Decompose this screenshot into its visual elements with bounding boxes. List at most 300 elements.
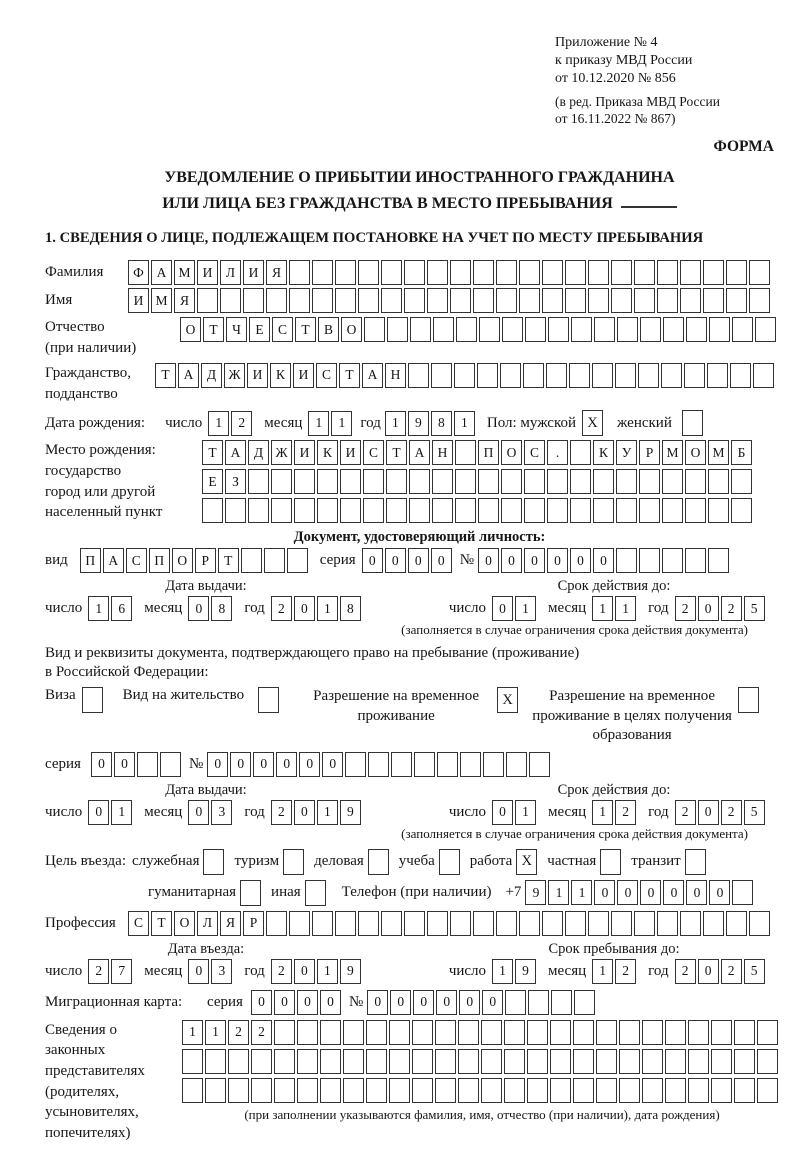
char-box[interactable]: 2: [675, 800, 696, 825]
char-box[interactable]: И: [197, 260, 218, 285]
char-box[interactable]: [477, 363, 498, 388]
char-box[interactable]: 1: [615, 596, 636, 621]
char-box[interactable]: 0: [501, 548, 522, 573]
char-box[interactable]: А: [409, 440, 430, 465]
char-box[interactable]: С: [524, 440, 545, 465]
char-box[interactable]: 5: [744, 800, 765, 825]
char-box[interactable]: И: [128, 288, 149, 313]
char-box[interactable]: Р: [243, 911, 264, 936]
char-box[interactable]: [366, 1049, 387, 1074]
char-box[interactable]: [749, 288, 770, 313]
char-box[interactable]: 0: [253, 752, 274, 777]
char-box[interactable]: [458, 1078, 479, 1103]
char-box[interactable]: Я: [220, 911, 241, 936]
char-box[interactable]: [312, 260, 333, 285]
char-box[interactable]: [527, 1020, 548, 1045]
char-box[interactable]: 2: [271, 959, 292, 984]
char-box[interactable]: [570, 498, 591, 523]
char-box[interactable]: [366, 1078, 387, 1103]
char-box[interactable]: [688, 1078, 709, 1103]
char-box[interactable]: [287, 548, 308, 573]
char-box[interactable]: Н: [385, 363, 406, 388]
char-box[interactable]: [565, 288, 586, 313]
char-box[interactable]: [708, 548, 729, 573]
char-box[interactable]: Н: [432, 440, 453, 465]
char-box[interactable]: [435, 1078, 456, 1103]
char-box[interactable]: [547, 469, 568, 494]
char-box[interactable]: [455, 440, 476, 465]
char-box[interactable]: [387, 317, 408, 342]
char-box[interactable]: С: [316, 363, 337, 388]
char-box[interactable]: 2: [675, 596, 696, 621]
char-box[interactable]: 0: [367, 990, 388, 1015]
purpose-study-checkbox[interactable]: [439, 849, 460, 875]
char-box[interactable]: [228, 1049, 249, 1074]
char-box[interactable]: [542, 911, 563, 936]
char-box[interactable]: Ч: [226, 317, 247, 342]
char-box[interactable]: [251, 1078, 272, 1103]
char-box[interactable]: 0: [88, 800, 109, 825]
char-box[interactable]: [496, 260, 517, 285]
char-box[interactable]: У: [616, 440, 637, 465]
char-box[interactable]: [755, 317, 776, 342]
char-box[interactable]: [617, 317, 638, 342]
char-box[interactable]: [573, 1020, 594, 1045]
char-box[interactable]: [427, 260, 448, 285]
char-box[interactable]: 1: [111, 800, 132, 825]
char-box[interactable]: В: [318, 317, 339, 342]
char-box[interactable]: [294, 498, 315, 523]
char-box[interactable]: [734, 1049, 755, 1074]
char-box[interactable]: [730, 363, 751, 388]
char-box[interactable]: 2: [675, 959, 696, 984]
char-box[interactable]: [505, 990, 526, 1015]
char-box[interactable]: 0: [617, 880, 638, 905]
char-box[interactable]: 0: [188, 959, 209, 984]
temp-residence-permit-checkbox[interactable]: X: [497, 687, 518, 713]
char-box[interactable]: Т: [295, 317, 316, 342]
char-box[interactable]: 3: [211, 800, 232, 825]
char-box[interactable]: Т: [386, 440, 407, 465]
char-box[interactable]: 1: [208, 411, 229, 436]
char-box[interactable]: О: [501, 440, 522, 465]
char-box[interactable]: [640, 317, 661, 342]
char-box[interactable]: 0: [431, 548, 452, 573]
char-box[interactable]: [504, 1020, 525, 1045]
char-box[interactable]: [251, 1049, 272, 1074]
char-box[interactable]: [412, 1049, 433, 1074]
char-box[interactable]: [662, 469, 683, 494]
char-box[interactable]: [320, 1049, 341, 1074]
char-box[interactable]: [358, 260, 379, 285]
purpose-humanitarian-checkbox[interactable]: [240, 880, 261, 906]
char-box[interactable]: [588, 911, 609, 936]
char-box[interactable]: [573, 1078, 594, 1103]
char-box[interactable]: [593, 469, 614, 494]
char-box[interactable]: [335, 288, 356, 313]
char-box[interactable]: [685, 548, 706, 573]
char-box[interactable]: [757, 1049, 778, 1074]
char-box[interactable]: 0: [492, 800, 513, 825]
char-box[interactable]: 5: [744, 596, 765, 621]
char-box[interactable]: [639, 548, 660, 573]
char-box[interactable]: [381, 911, 402, 936]
char-box[interactable]: 0: [320, 990, 341, 1015]
char-box[interactable]: Ж: [224, 363, 245, 388]
char-box[interactable]: [726, 288, 747, 313]
char-box[interactable]: П: [80, 548, 101, 573]
char-box[interactable]: [688, 1049, 709, 1074]
char-box[interactable]: [527, 1078, 548, 1103]
char-box[interactable]: [386, 469, 407, 494]
char-box[interactable]: 0: [230, 752, 251, 777]
char-box[interactable]: С: [128, 911, 149, 936]
char-box[interactable]: [473, 260, 494, 285]
char-box[interactable]: [550, 1049, 571, 1074]
char-box[interactable]: 1: [592, 800, 613, 825]
char-box[interactable]: [642, 1078, 663, 1103]
char-box[interactable]: 2: [615, 800, 636, 825]
char-box[interactable]: [431, 363, 452, 388]
char-box[interactable]: А: [151, 260, 172, 285]
char-box[interactable]: 1: [548, 880, 569, 905]
char-box[interactable]: [548, 317, 569, 342]
char-box[interactable]: А: [362, 363, 383, 388]
char-box[interactable]: [455, 498, 476, 523]
char-box[interactable]: [320, 1020, 341, 1045]
char-box[interactable]: [638, 363, 659, 388]
char-box[interactable]: Т: [151, 911, 172, 936]
char-box[interactable]: [202, 498, 223, 523]
char-box[interactable]: 0: [482, 990, 503, 1015]
char-box[interactable]: О: [172, 548, 193, 573]
char-box[interactable]: Ф: [128, 260, 149, 285]
char-box[interactable]: [588, 260, 609, 285]
char-box[interactable]: М: [708, 440, 729, 465]
char-box[interactable]: [473, 911, 494, 936]
char-box[interactable]: [684, 363, 705, 388]
char-box[interactable]: [343, 1020, 364, 1045]
char-box[interactable]: [427, 288, 448, 313]
char-box[interactable]: 1: [454, 411, 475, 436]
char-box[interactable]: [732, 880, 753, 905]
char-box[interactable]: [639, 498, 660, 523]
char-box[interactable]: [450, 911, 471, 936]
char-box[interactable]: 0: [390, 990, 411, 1015]
char-box[interactable]: К: [593, 440, 614, 465]
char-box[interactable]: [665, 1049, 686, 1074]
char-box[interactable]: 8: [211, 596, 232, 621]
purpose-official-checkbox[interactable]: [203, 849, 224, 875]
char-box[interactable]: [456, 317, 477, 342]
char-box[interactable]: [523, 363, 544, 388]
char-box[interactable]: [753, 363, 774, 388]
char-box[interactable]: [414, 752, 435, 777]
male-checkbox[interactable]: X: [582, 410, 603, 436]
char-box[interactable]: П: [478, 440, 499, 465]
char-box[interactable]: Д: [201, 363, 222, 388]
char-box[interactable]: [478, 469, 499, 494]
char-box[interactable]: Т: [155, 363, 176, 388]
char-box[interactable]: [366, 1020, 387, 1045]
char-box[interactable]: [506, 752, 527, 777]
char-box[interactable]: [386, 498, 407, 523]
char-box[interactable]: [665, 1078, 686, 1103]
char-box[interactable]: 0: [594, 880, 615, 905]
char-box[interactable]: 0: [709, 880, 730, 905]
char-box[interactable]: [634, 260, 655, 285]
char-box[interactable]: [703, 911, 724, 936]
char-box[interactable]: Р: [639, 440, 660, 465]
char-box[interactable]: [711, 1078, 732, 1103]
char-box[interactable]: [478, 498, 499, 523]
char-box[interactable]: К: [317, 440, 338, 465]
char-box[interactable]: [358, 288, 379, 313]
char-box[interactable]: Ж: [271, 440, 292, 465]
char-box[interactable]: [551, 990, 572, 1015]
char-box[interactable]: 0: [698, 596, 719, 621]
char-box[interactable]: [408, 363, 429, 388]
char-box[interactable]: 1: [317, 596, 338, 621]
temp-residence-edu-checkbox[interactable]: [738, 687, 759, 713]
char-box[interactable]: 2: [231, 411, 252, 436]
char-box[interactable]: [726, 911, 747, 936]
char-box[interactable]: [274, 1020, 295, 1045]
char-box[interactable]: [596, 1049, 617, 1074]
char-box[interactable]: 8: [340, 596, 361, 621]
char-box[interactable]: 5: [744, 959, 765, 984]
char-box[interactable]: [481, 1078, 502, 1103]
char-box[interactable]: А: [103, 548, 124, 573]
purpose-tourism-checkbox[interactable]: [283, 849, 304, 875]
char-box[interactable]: [182, 1049, 203, 1074]
char-box[interactable]: [642, 1049, 663, 1074]
char-box[interactable]: [496, 911, 517, 936]
char-box[interactable]: 1: [515, 800, 536, 825]
char-box[interactable]: 0: [362, 548, 383, 573]
char-box[interactable]: Б: [731, 440, 752, 465]
char-box[interactable]: 0: [322, 752, 343, 777]
char-box[interactable]: 1: [308, 411, 329, 436]
char-box[interactable]: [519, 288, 540, 313]
char-box[interactable]: О: [180, 317, 201, 342]
char-box[interactable]: 0: [276, 752, 297, 777]
char-box[interactable]: [389, 1078, 410, 1103]
char-box[interactable]: П: [149, 548, 170, 573]
char-box[interactable]: 2: [721, 959, 742, 984]
char-box[interactable]: [335, 911, 356, 936]
char-box[interactable]: [502, 317, 523, 342]
char-box[interactable]: М: [174, 260, 195, 285]
char-box[interactable]: [685, 498, 706, 523]
purpose-private-checkbox[interactable]: [600, 849, 621, 875]
char-box[interactable]: [542, 288, 563, 313]
char-box[interactable]: [524, 498, 545, 523]
char-box[interactable]: [460, 752, 481, 777]
char-box[interactable]: 0: [570, 548, 591, 573]
char-box[interactable]: 9: [408, 411, 429, 436]
char-box[interactable]: [409, 498, 430, 523]
char-box[interactable]: [297, 1020, 318, 1045]
char-box[interactable]: [335, 260, 356, 285]
char-box[interactable]: [571, 317, 592, 342]
char-box[interactable]: [550, 1078, 571, 1103]
char-box[interactable]: О: [341, 317, 362, 342]
char-box[interactable]: [312, 288, 333, 313]
char-box[interactable]: [182, 1078, 203, 1103]
char-box[interactable]: [731, 498, 752, 523]
char-box[interactable]: [220, 288, 241, 313]
char-box[interactable]: И: [247, 363, 268, 388]
char-box[interactable]: [391, 752, 412, 777]
char-box[interactable]: [317, 469, 338, 494]
char-box[interactable]: [409, 469, 430, 494]
char-box[interactable]: Р: [195, 548, 216, 573]
char-box[interactable]: [662, 548, 683, 573]
char-box[interactable]: [657, 288, 678, 313]
char-box[interactable]: 0: [294, 596, 315, 621]
char-box[interactable]: [570, 469, 591, 494]
char-box[interactable]: О: [174, 911, 195, 936]
char-box[interactable]: [343, 1078, 364, 1103]
char-box[interactable]: [381, 288, 402, 313]
residence-permit-checkbox[interactable]: [258, 687, 279, 713]
char-box[interactable]: [435, 1049, 456, 1074]
char-box[interactable]: [500, 363, 521, 388]
char-box[interactable]: [404, 288, 425, 313]
char-box[interactable]: 6: [111, 596, 132, 621]
char-box[interactable]: Л: [197, 911, 218, 936]
female-checkbox[interactable]: [682, 410, 703, 436]
char-box[interactable]: 0: [385, 548, 406, 573]
char-box[interactable]: 1: [182, 1020, 203, 1045]
char-box[interactable]: [528, 990, 549, 1015]
char-box[interactable]: [642, 1020, 663, 1045]
char-box[interactable]: [427, 911, 448, 936]
char-box[interactable]: [481, 1049, 502, 1074]
char-box[interactable]: [524, 469, 545, 494]
char-box[interactable]: [657, 911, 678, 936]
purpose-work-checkbox[interactable]: X: [516, 849, 537, 875]
purpose-business-checkbox[interactable]: [368, 849, 389, 875]
char-box[interactable]: [264, 548, 285, 573]
char-box[interactable]: [228, 1078, 249, 1103]
char-box[interactable]: 2: [251, 1020, 272, 1045]
char-box[interactable]: [634, 288, 655, 313]
char-box[interactable]: [570, 440, 591, 465]
char-box[interactable]: 0: [251, 990, 272, 1015]
char-box[interactable]: [731, 469, 752, 494]
char-box[interactable]: 9: [515, 959, 536, 984]
char-box[interactable]: [454, 363, 475, 388]
char-box[interactable]: [703, 260, 724, 285]
char-box[interactable]: Т: [218, 548, 239, 573]
char-box[interactable]: [757, 1078, 778, 1103]
char-box[interactable]: 9: [340, 959, 361, 984]
char-box[interactable]: [501, 498, 522, 523]
char-box[interactable]: К: [270, 363, 291, 388]
char-box[interactable]: [619, 1049, 640, 1074]
char-box[interactable]: [479, 317, 500, 342]
char-box[interactable]: [734, 1020, 755, 1045]
char-box[interactable]: [527, 1049, 548, 1074]
char-box[interactable]: [404, 260, 425, 285]
char-box[interactable]: 0: [436, 990, 457, 1015]
char-box[interactable]: [435, 1020, 456, 1045]
char-box[interactable]: А: [178, 363, 199, 388]
char-box[interactable]: [205, 1049, 226, 1074]
char-box[interactable]: [274, 1078, 295, 1103]
char-box[interactable]: 2: [721, 596, 742, 621]
char-box[interactable]: [615, 363, 636, 388]
char-box[interactable]: [404, 911, 425, 936]
char-box[interactable]: 2: [271, 800, 292, 825]
char-box[interactable]: [619, 1078, 640, 1103]
char-box[interactable]: [248, 498, 269, 523]
char-box[interactable]: 0: [686, 880, 707, 905]
char-box[interactable]: [271, 498, 292, 523]
char-box[interactable]: [266, 911, 287, 936]
char-box[interactable]: [663, 317, 684, 342]
char-box[interactable]: Т: [203, 317, 224, 342]
char-box[interactable]: С: [126, 548, 147, 573]
char-box[interactable]: 2: [88, 959, 109, 984]
char-box[interactable]: И: [293, 363, 314, 388]
char-box[interactable]: 0: [524, 548, 545, 573]
char-box[interactable]: 7: [111, 959, 132, 984]
char-box[interactable]: [363, 469, 384, 494]
char-box[interactable]: [734, 1078, 755, 1103]
char-box[interactable]: [680, 260, 701, 285]
char-box[interactable]: [592, 363, 613, 388]
char-box[interactable]: 1: [331, 411, 352, 436]
char-box[interactable]: [519, 260, 540, 285]
char-box[interactable]: 0: [698, 959, 719, 984]
char-box[interactable]: Я: [174, 288, 195, 313]
char-box[interactable]: 1: [385, 411, 406, 436]
char-box[interactable]: [289, 288, 310, 313]
char-box[interactable]: 1: [592, 596, 613, 621]
char-box[interactable]: 2: [228, 1020, 249, 1045]
char-box[interactable]: [412, 1078, 433, 1103]
char-box[interactable]: [594, 317, 615, 342]
purpose-transit-checkbox[interactable]: [685, 849, 706, 875]
char-box[interactable]: [619, 1020, 640, 1045]
char-box[interactable]: [711, 1020, 732, 1045]
char-box[interactable]: 1: [317, 959, 338, 984]
char-box[interactable]: [345, 752, 366, 777]
char-box[interactable]: 0: [299, 752, 320, 777]
char-box[interactable]: 2: [721, 800, 742, 825]
char-box[interactable]: 0: [640, 880, 661, 905]
char-box[interactable]: [726, 260, 747, 285]
char-box[interactable]: Д: [248, 440, 269, 465]
char-box[interactable]: [525, 317, 546, 342]
char-box[interactable]: [711, 1049, 732, 1074]
char-box[interactable]: [611, 911, 632, 936]
char-box[interactable]: [688, 1020, 709, 1045]
char-box[interactable]: [611, 260, 632, 285]
char-box[interactable]: [289, 260, 310, 285]
char-box[interactable]: [749, 911, 770, 936]
char-box[interactable]: [294, 469, 315, 494]
char-box[interactable]: 0: [294, 959, 315, 984]
char-box[interactable]: [565, 911, 586, 936]
char-box[interactable]: Т: [339, 363, 360, 388]
char-box[interactable]: [504, 1078, 525, 1103]
char-box[interactable]: [312, 911, 333, 936]
char-box[interactable]: [241, 548, 262, 573]
